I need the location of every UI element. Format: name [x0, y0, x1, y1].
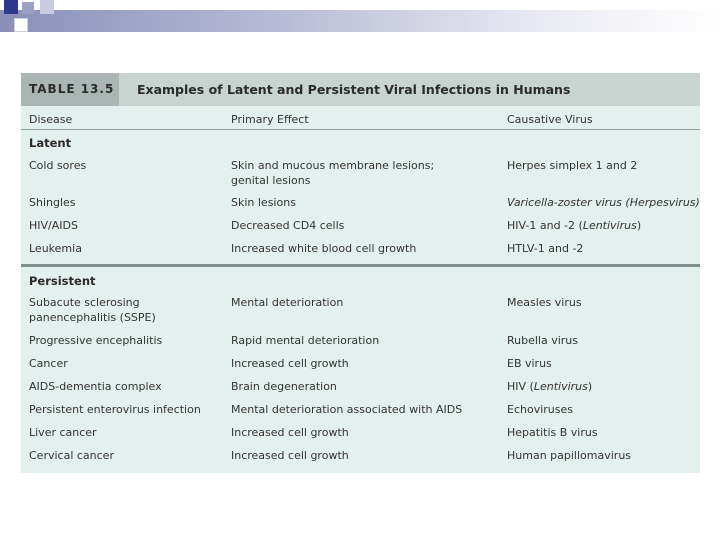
table-cell-disease: Cervical cancer	[29, 449, 114, 462]
decor-square-icon	[22, 2, 34, 14]
table-cell-effect: Increased cell growth	[231, 449, 349, 462]
column-header-causative-virus: Causative Virus	[507, 113, 593, 126]
table-cell-effect: Skin lesions	[231, 196, 296, 209]
decor-square-icon	[40, 0, 54, 14]
decor-square-icon	[4, 0, 18, 14]
table-cell-virus: Measles virus	[507, 296, 582, 309]
table-cell-disease: Shingles	[29, 196, 76, 209]
table-cell-disease: Leukemia	[29, 242, 82, 255]
table-cell-virus: Herpes simplex 1 and 2	[507, 159, 638, 172]
table-cell-effect: Increased cell growth	[231, 357, 349, 370]
table-cell-effect: Mental deterioration	[231, 296, 344, 309]
slide-header-band	[0, 10, 720, 32]
table-cell-virus: EB virus	[507, 357, 552, 370]
column-header-disease: Disease	[29, 113, 73, 126]
table-cell-effect: Increased cell growth	[231, 426, 349, 439]
table-cell-virus: Human papillomavirus	[507, 449, 632, 462]
table-cell-effect: Increased white blood cell growth	[231, 242, 417, 255]
table-cell-disease-continued: panencephalitis (SSPE)	[29, 311, 156, 324]
table-cell-effect: Mental deterioration associated with AIDS	[231, 403, 463, 416]
header-divider	[21, 129, 700, 130]
virus-genus-text: Lentivirus	[533, 380, 588, 393]
table-title-bar	[21, 73, 700, 106]
table-cell-virus: Rubella virus	[507, 334, 579, 347]
table-cell-virus	[507, 218, 641, 233]
section-heading-persistent: Persistent	[29, 274, 96, 288]
table-cell-effect: Rapid mental deterioration	[231, 334, 380, 347]
virus-text: HIV-1 and -2 (	[507, 219, 583, 232]
table-cell-effect: Decreased CD4 cells	[231, 219, 345, 232]
table-cell-virus: Hepatitis B virus	[507, 426, 598, 439]
table-cell-effect: Brain degeneration	[231, 380, 337, 393]
table-cell-disease: AIDS-dementia complex	[29, 380, 162, 393]
virus-text-end: )	[636, 219, 642, 232]
table-cell-disease: Liver cancer	[29, 426, 97, 439]
table-cell-disease: Cold sores	[29, 159, 87, 172]
table-cell-effect: Skin and mucous membrane lesions;	[231, 159, 435, 172]
column-header-primary-effect: Primary Effect	[231, 113, 309, 126]
section-divider	[21, 264, 700, 267]
virus-text: HIV (	[507, 380, 534, 393]
table-cell-virus: HTLV-1 and -2	[507, 242, 584, 255]
decor-square-icon	[14, 18, 28, 32]
virus-genus-text: Lentivirus	[582, 219, 637, 232]
table-cell-disease: Persistent enterovirus infection	[29, 403, 201, 416]
table-title: Examples of Latent and Persistent Viral Infections in Humans	[137, 82, 571, 97]
table-cell-virus: Varicella-zoster virus (Herpesvirus)	[507, 196, 700, 209]
table-cell-virus: Echoviruses	[507, 403, 573, 416]
table-cell-disease: HIV/AIDS	[29, 219, 78, 232]
virus-text-end: )	[587, 380, 593, 393]
table-cell-disease: Progressive encephalitis	[29, 334, 163, 347]
section-heading-latent: Latent	[29, 136, 72, 150]
table-number: TABLE 13.5	[21, 73, 119, 106]
table-cell-disease: Subacute sclerosing	[29, 296, 140, 309]
viral-infections-table	[21, 73, 700, 473]
table-cell-virus	[507, 379, 592, 394]
table-cell-disease: Cancer	[29, 357, 68, 370]
table-cell-effect-continued: genital lesions	[231, 174, 311, 187]
